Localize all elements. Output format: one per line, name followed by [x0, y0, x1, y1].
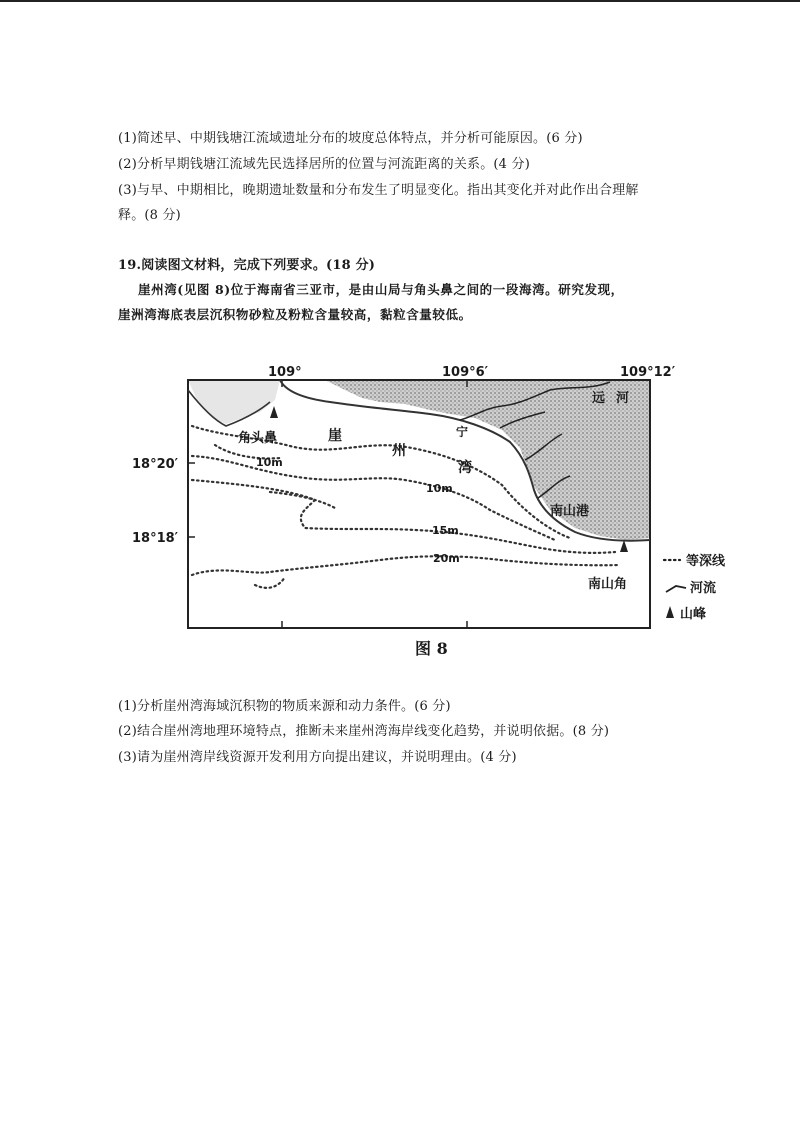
depth-label-20m: 20m — [433, 552, 460, 565]
legend-peak-label: 山峰 — [680, 607, 707, 622]
depth-label-10m-west: 10m — [256, 456, 283, 469]
legend-river-symbol — [666, 586, 686, 592]
label-nanshanjiao: 南山角 — [588, 577, 628, 592]
legend-isobath-label: 等深线 — [686, 554, 726, 569]
legend-peak-symbol — [666, 606, 674, 618]
q19-title: 19.阅读图文材料，完成下列要求。(18 分) — [118, 258, 376, 273]
peak-nanshan — [620, 540, 628, 552]
q18-item-3-line1: (3)与早、中期相比，晚期遗址数量和分布发生了明显变化。指出其变化并对此作出合理解 — [118, 183, 639, 198]
legend-river-label: 河流 — [690, 581, 717, 596]
label-wan: 湾 — [458, 460, 472, 476]
label-jiaotoubi: 角头鼻 — [238, 431, 278, 446]
top-border — [0, 0, 800, 2]
label-ya: 崖 — [328, 428, 342, 444]
q19-passage-line1: 崖州湾(见图 8)位于海南省三亚市，是由山局与角头鼻之间的一段海湾。研究发现， — [138, 282, 624, 297]
q18-item-2: (2)分析早期钱塘江流域先民选择居所的位置与河流距离的关系。(4 分) — [118, 157, 530, 172]
land-northwest — [188, 380, 280, 424]
label-he: 河 — [616, 391, 630, 406]
lat-label-18-20: 18°20′ — [132, 457, 179, 472]
depth-label-10m-mid: 10m — [426, 482, 453, 495]
q19-item-1: (1)分析崖州湾海域沉积物的物质来源和动力条件。(6 分) — [118, 699, 451, 714]
q19-item-2: (2)结合崖州湾地理环境特点，推断未来崖州湾海岸线变化趋势，并说明依据。(8 分) — [118, 724, 610, 739]
q19-item-3: (3)请为崖州湾岸线资源开发利用方向提出建议，并说明理由。(4 分) — [118, 750, 517, 765]
q18-item-3-line2: 释。(8 分) — [118, 208, 181, 223]
peak-jiaotoubi — [270, 406, 278, 418]
depth-label-15m: 15m — [432, 524, 459, 537]
yazhou-bay-map — [130, 360, 726, 632]
label-nanshangang: 南山港 — [550, 504, 590, 519]
q18-item-1: (1)简述早、中期钱塘江流域遗址分布的坡度总体特点，并分析可能原因。(6 分) — [118, 131, 583, 146]
q19-passage-line2: 崖洲湾海底表层沉积物砂粒及粉粒含量较高，黏粒含量较低。 — [118, 307, 472, 322]
label-zhou: 州 — [392, 443, 406, 459]
lon-label-109: 109° — [268, 365, 302, 380]
lon-label-109-6: 109°6′ — [442, 365, 489, 380]
label-ning: 宁 — [456, 425, 469, 439]
lat-label-18-18: 18°18′ — [132, 531, 179, 546]
figure-caption: 图 8 — [415, 639, 448, 658]
lon-label-109-12: 109°12′ — [620, 365, 676, 380]
label-yuan: 远 — [592, 391, 606, 406]
